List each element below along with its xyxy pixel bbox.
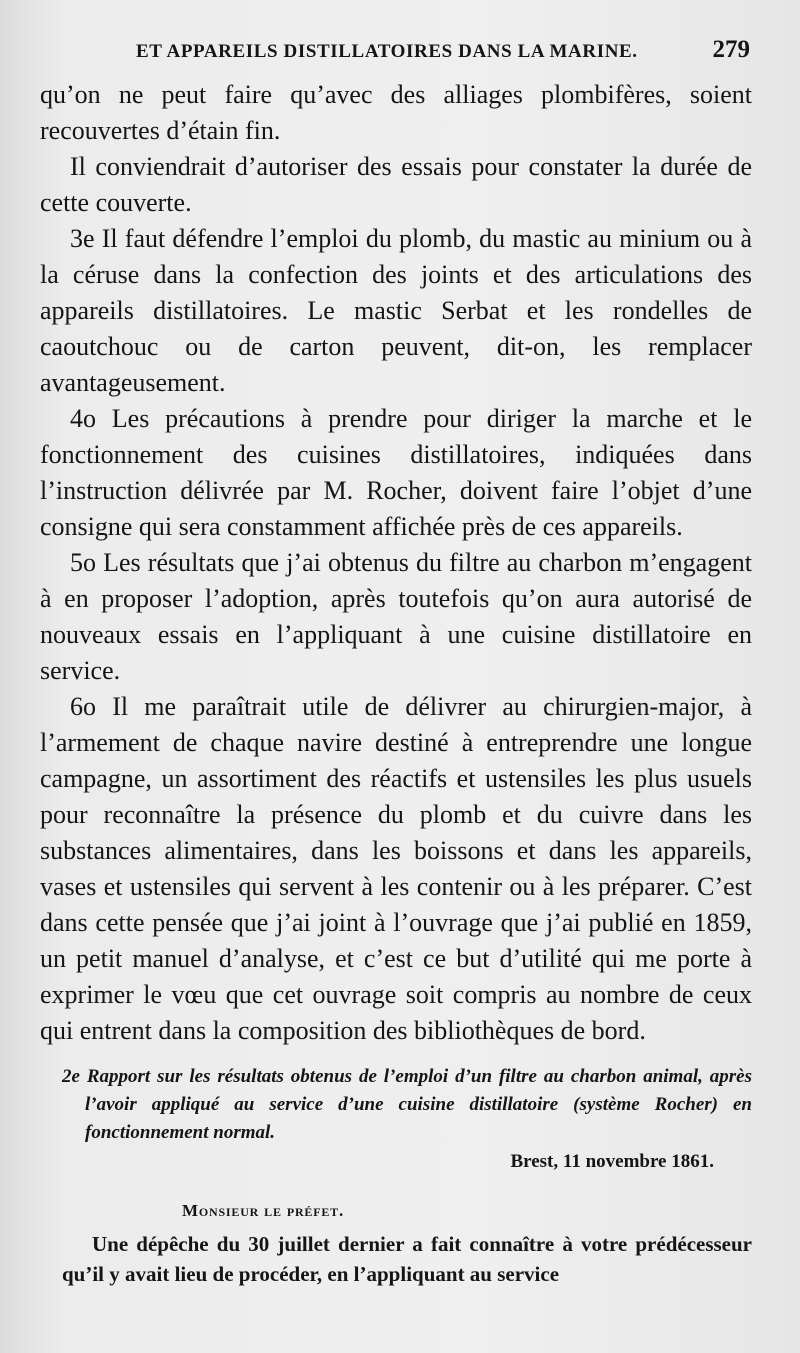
paragraph-5: 5o Les résultats que j’ai obtenus du filtre au charbon m’engagent à en proposer l’adoption, après toutefois qu’on aura autorisé de nouveaux essais en l’appliquant à une cuisine distillatoire en service. [40,548,752,685]
paragraph-3: 3e Il faut défendre l’emploi du plomb, du mastic au minium ou à la céruse dans la confection des joints et des articulations des appareils distillatoires. Le mastic Serbat et les rondelles de caoutchouc ou de carton peuvent, dit-on, les remplacer avantageusement. [40,224,752,397]
report-title: 2e Rapport sur les résultats obtenus de l’emploi d’un filtre au charbon animal, après l’avoir appliqué au service d’une cuisine distillatoire (système Rocher) en fonctionnement normal. [62,1066,752,1143]
paragraph-4: 4o Les précautions à prendre pour diriger la marche et le fonctionnement des cuisines distillatoires, indiquées dans l’instruction délivrée par M. Rocher, doivent faire l’objet d’une consigne qui sera constamment affichée près de ces appareils. [40,404,752,541]
dateline: Brest, 11 novembre 1861. [510,1151,714,1172]
page-header [40,0,752,76]
paragraph-6: 6o Il me paraîtrait utile de délivrer au chirurgien-major, à l’armement de chaque navire destiné à entreprendre une longue campagne, un assortiment des réactifs et ustensiles les plus usuels pour reconnaître la présence du plomb et du cuivre dans les substances alimentaires, dans les boissons et dans les appareils, vases et ustensiles qui servent à les contenir ou à les préparer. C’est dans cette pensée que j’ai joint à l’ouvrage que j’ai publié en 1859, un petit manuel d’analyse, et c’est ce but d’utilité qui me porte à exprimer le vœu que cet ouvrage soit compris au nombre de ceux qui entrent dans la composition des bibliothèques de bord. [40,692,752,1045]
salutation: Monsieur le préfet. [182,1201,345,1220]
letter-body [40,1229,752,1289]
report-title-note [40,1063,752,1147]
running-head: ET APPAREILS DISTILLATOIRES DANS LA MARINE. [136,41,638,62]
paragraph-continuation: qu’on ne peut faire qu’avec des alliages plombifères, soient recouvertes d’étain fin. [40,80,752,145]
letter-paragraph: Une dépêche du 30 juillet dernier a fait connaître à votre prédécesseur qu’il y avait lieu de procéder, en l’appliquant au service [62,1232,752,1286]
page-number: 279 [712,36,750,63]
main-text [40,77,752,1049]
paragraph-2: Il conviendrait d’autoriser des essais pour constater la durée de cette couverte. [40,152,752,217]
